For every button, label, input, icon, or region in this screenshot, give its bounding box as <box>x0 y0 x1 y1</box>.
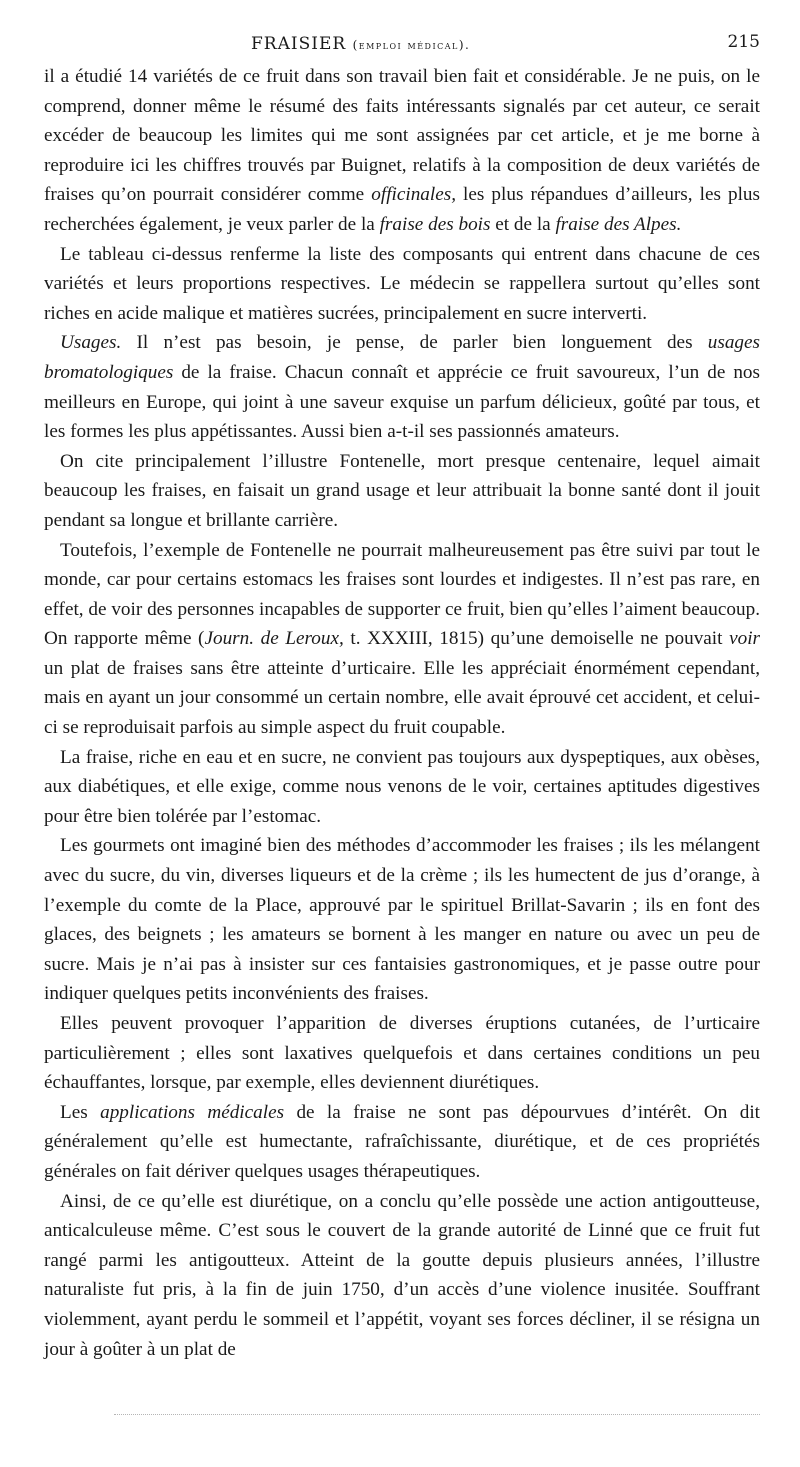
text-run: Il n’est pas besoin, je pense, de parler bien longuement des <box>121 332 708 354</box>
text-run: de la fraise ne sont pas dépourvues d’intérêt. On dit généralement qu’elle est humectante, rafraîchissante, diurétique, et de ces propriétés générales on fait dériver quelques usages thérapeutiques. <box>44 1101 760 1182</box>
footer-rule <box>114 1414 760 1415</box>
paragraph <box>44 831 760 1009</box>
body-text <box>44 62 760 1364</box>
paragraph <box>44 536 760 743</box>
paragraph <box>44 240 760 329</box>
paragraph <box>44 447 760 536</box>
running-title <box>251 34 470 54</box>
paragraph <box>44 328 760 446</box>
paragraph <box>44 1187 760 1365</box>
italic-text: Usages. <box>60 332 122 354</box>
italic-text: fraise des Alpes. <box>555 213 682 235</box>
text-run: Le tableau ci-dessus renferme la liste des composants qui entrent dans chacune de ces variétés et leurs proportions respectives. Le médecin se rappellera surtout qu’elles sont riches en acide malique et matières sucrées, principalement en sucre interverti. <box>44 243 760 324</box>
text-run: Les gourmets ont imaginé bien des méthodes d’accommoder les fraises ; ils les mélangent avec du sucre, du vin, diverses liqueurs et de la crème ; ils les humectent de jus d’orange, à l’exemple du comte de la Place, approuvé par le spirituel Brillat-Savarin ; ils en font des glaces, des beignets ; les amateurs se bornent à les manger en nature ou avec un peu de sucre. Mais je n’ai pas à insister sur ces fantaisies gastronomiques, et je passe outre pour indiquer quelques petits inconvénients des fraises. <box>44 835 760 1005</box>
italic-text: Journ. de Leroux, <box>204 628 344 650</box>
text-run: un plat de fraises sans être atteinte d’urticaire. Elle les appréciait énormément cependant, mais en ayant un jour consommé un certain nombre, elle avait éprouvé cet accident, et celui-ci se reproduisait parfois au simple aspect du fruit coupable. <box>44 657 760 739</box>
italic-text: applications médicales <box>100 1101 285 1123</box>
paragraph <box>44 62 760 240</box>
text-run: La fraise, riche en eau et en sucre, ne convient pas toujours aux dyspeptiques, aux obèses, aux diabétiques, et elle exige, comme nous venons de le voir, certaines aptitudes digestives pour être bien tolérée par l’estomac. <box>44 746 760 827</box>
italic-text: usages bromatologiques <box>44 332 760 383</box>
text-run: Ainsi, de ce qu’elle est diurétique, on a conclu qu’elle possède une action antigoutteuse, anticalculeuse même. C’est sous le couvert de la grande autorité de Linné que ce fruit fut rangé parmi les antigoutteux. Atteint de la goutte depuis plusieurs années, l’illustre naturaliste fut pris, à la fin de juin 1750, d’un accès d’une violence inusitée. Souffrant violemment, ayant perdu le sommeil et l’appétit, voyant ses forces décliner, il se résigna un jour à goûter à un plat de <box>44 1190 760 1360</box>
text-run: Elles peuvent provoquer l’apparition de diverses éruptions cutanées, de l’urticaire particulièrement ; elles sont laxatives quelquefois et dans certaines conditions un peu échauffantes, lorsque, par exemple, elles deviennent diurétiques. <box>44 1013 760 1094</box>
page-header <box>44 28 760 58</box>
text-run: et de la <box>490 213 556 235</box>
italic-text: fraise des bois <box>379 213 491 235</box>
text-run: t. XXXIII, 1815) qu’une demoiselle ne pouvait <box>343 628 730 650</box>
text-run: il a étudié 14 variétés de ce fruit dans son travail bien fait et considérable. Je ne puis, on le comprend, donner même le résumé des faits intéressants signalés par cet auteur, ce serait excéder de beaucoup les limites qui me sont assignées par cet article, et je me borne à reproduire ici les chiffres trouvés par Buignet, relatifs à la composition de deux variétés de fraises qu’on pourrait considérer comme <box>44 66 760 206</box>
running-title-subtitle: (emploi médical). <box>352 38 471 52</box>
text-run: Les <box>60 1101 101 1123</box>
page-number: 215 <box>727 32 760 52</box>
book-page <box>44 28 760 1428</box>
paragraph <box>44 1009 760 1098</box>
paragraph <box>44 743 760 832</box>
text-run: de la fraise. Chacun connaît et apprécie ce fruit savoureux, l’un de nos meilleurs en Europe, qui joint à une saveur exquise un parfum délicieux, goûté par tous, et les formes les plus appétissantes. Aussi bien a-t-il ses passionnés amateurs. <box>44 361 760 443</box>
text-run: Toutefois, l’exemple de Fontenelle ne pourrait malheureusement pas être suivi par tout le monde, car pour certains estomacs les fraises sont lourdes et indigestes. Il n’est pas rare, en effet, de voir des personnes incapables de supporter ce fruit, bien qu’elles l’aiment beaucoup. On rapporte même ( <box>44 539 760 650</box>
text-run: les plus répandues d’ailleurs, les plus recherchées également, je veux parler de la <box>44 184 760 235</box>
paragraph <box>44 1098 760 1187</box>
italic-text: voir <box>729 628 760 650</box>
running-title-main: FRAISIER <box>251 34 347 54</box>
text-run: On cite principalement l’illustre Fontenelle, mort presque centenaire, lequel aimait beaucoup les fraises, en faisait un grand usage et leur attribuait la bonne santé dont il jouit pendant sa longue et brillante carrière. <box>44 450 760 531</box>
italic-text: officinales, <box>371 184 456 206</box>
